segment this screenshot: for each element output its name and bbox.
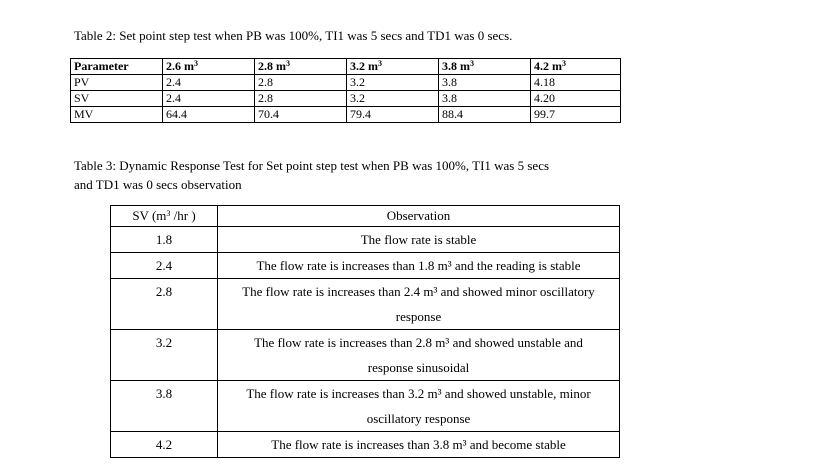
table3-row xyxy=(111,432,620,458)
table2-cell: 4.20 xyxy=(531,91,621,107)
table3-sv-cell: 2.8 xyxy=(111,279,218,330)
table3-sv-cell: 3.2 xyxy=(111,330,218,381)
table3-observation-cell: The flow rate is increases than 3.2 m³ and showed unstable, minor oscillatory response xyxy=(218,381,620,432)
table3-row xyxy=(111,381,620,432)
table2-cell: 4.18 xyxy=(531,75,621,91)
table2-cell: 99.7 xyxy=(531,107,621,123)
table2-header-cell: 2.6 $m^3$ xyxy=(163,59,255,75)
table2 xyxy=(70,58,621,123)
table2-row xyxy=(71,91,621,107)
table3-row xyxy=(111,253,620,279)
table2-header-cell: 4.2 $m^3$ xyxy=(531,59,621,75)
table2-cell: 64.4 xyxy=(163,107,255,123)
table2-row-label: MV xyxy=(71,107,163,123)
table2-cell: 3.8 xyxy=(439,91,531,107)
table3-observation-cell: The flow rate is increases than 2.8 m³ and showed unstable and response sinusoidal xyxy=(218,330,620,381)
table2-cell: 2.8 xyxy=(255,75,347,91)
table2-cell: 79.4 xyxy=(347,107,439,123)
table3-observation-cell: The flow rate is stable xyxy=(218,227,620,253)
table2-cell: 3.8 xyxy=(439,75,531,91)
table3-header-observation: Observation xyxy=(218,206,620,227)
table2-header-param: Parameter xyxy=(71,59,163,75)
table2-caption: Table 2: Set point step test when PB was 100%, TI1 was 5 secs and TD1 was 0 secs. xyxy=(74,28,513,43)
table3-row xyxy=(111,330,620,381)
table3 xyxy=(110,205,620,458)
table3-sv-cell: 2.4 xyxy=(111,253,218,279)
table3-observation-cell: The flow rate is increases than 3.8 m³ and become stable xyxy=(218,432,620,458)
table2-cell: 2.8 xyxy=(255,91,347,107)
table2-row xyxy=(71,107,621,123)
table3-observation-cell: The flow rate is increases than 2.4 m³ and showed minor oscillatory response xyxy=(218,279,620,330)
table2-cell: 70.4 xyxy=(255,107,347,123)
table3-observation-cell: The flow rate is increases than 1.8 m³ and the reading is stable xyxy=(218,253,620,279)
table3-sv-cell: 3.8 xyxy=(111,381,218,432)
table2-header-cell: 3.8 $m^3$ xyxy=(439,59,531,75)
table3-header-row xyxy=(111,206,620,227)
table2-cell: 2.4 xyxy=(163,75,255,91)
table2-cell: 2.4 xyxy=(163,91,255,107)
table2-header-cell: 3.2 $m^3$ xyxy=(347,59,439,75)
table2-header-row xyxy=(71,59,621,75)
table3-sv-cell: 4.2 xyxy=(111,432,218,458)
table2-header-cell: 2.8 $m^3$ xyxy=(255,59,347,75)
table2-cell: 3.2 xyxy=(347,91,439,107)
table3-sv-cell: 1.8 xyxy=(111,227,218,253)
table2-row-label: SV xyxy=(71,91,163,107)
table3-caption: Table 3: Dynamic Response Test for Set point step test when PB was 100%, TI1 was 5 secs and TD1 was 0 secs observation xyxy=(74,158,550,192)
table2-row xyxy=(71,75,621,91)
table2-cell: 88.4 xyxy=(439,107,531,123)
table3-row xyxy=(111,227,620,253)
table2-row-label: PV xyxy=(71,75,163,91)
table2-cell: 3.2 xyxy=(347,75,439,91)
table3-header-sv: SV ($m^3$ /hr ) xyxy=(111,206,218,227)
table3-row xyxy=(111,279,620,330)
